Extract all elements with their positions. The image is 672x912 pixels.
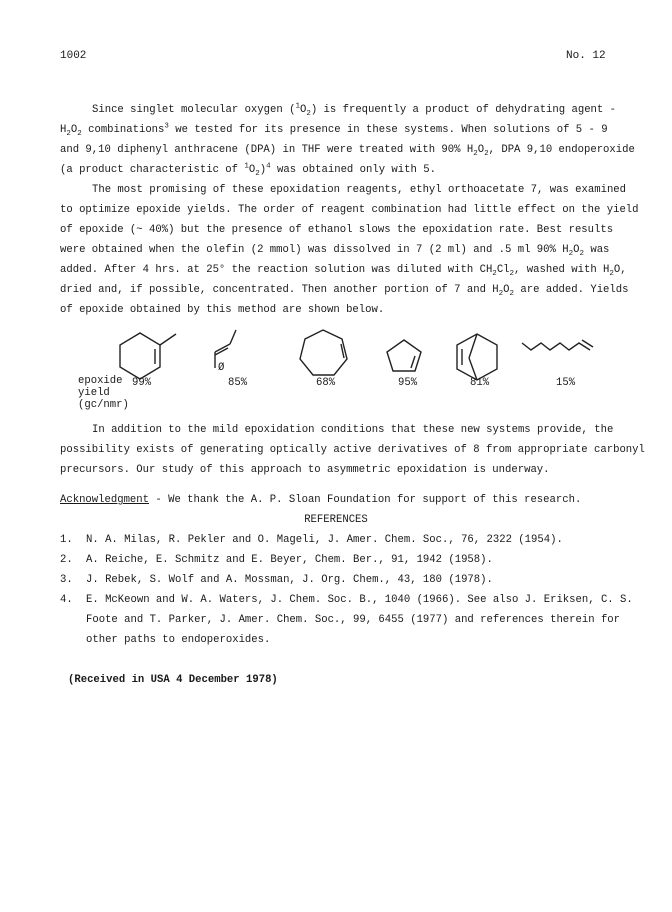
- cycloheptene-structure: [300, 330, 347, 375]
- ref-3-number: 3.: [60, 574, 73, 586]
- ref-3-text: J. Rebek, S. Wolf and A. Mossman, J. Org. Chem., 43, 180 (1978).: [86, 574, 493, 586]
- cyclopentene-structure: [387, 340, 421, 371]
- references-heading: REFERENCES: [304, 514, 368, 526]
- octene-structure: [522, 340, 593, 350]
- p2-line-5: added. After 4 hrs. at 25° the reaction solution was diluted with $CH_2Cl_2$, washed with $H_2O$,: [60, 264, 627, 279]
- issue-number: No. 12: [566, 50, 606, 62]
- received-date: (Received in USA 4 December 1978): [68, 674, 278, 686]
- p3-line-1: In addition to the mild epoxidation conditions that these new systems provide, the: [92, 424, 614, 436]
- ref-4-text-line-1: E. McKeown and W. A. Waters, J. Chem. Soc. B., 1040 (1966). See also J. Eriksen, C. S.: [86, 594, 633, 606]
- yield-norbornene: 81%: [470, 377, 490, 389]
- ref-1-number: 1.: [60, 534, 73, 546]
- p2-line-7: of epoxide obtained by this method are shown below.: [60, 304, 385, 316]
- yield-methylcyclohexene: 99%: [132, 377, 152, 389]
- p2-line-3: of epoxide (~ 40%) but the presence of ethanol slows the epoxidation rate. Best results: [60, 224, 614, 236]
- p1-line-4: (a product characteristic of $^1O_2)^4$ was obtained only with 5.: [60, 162, 436, 179]
- page-number: 1002: [60, 50, 87, 62]
- p1-line-2: $H_2O_2$ combinations$^3$ we tested for its presence in these systems. When solutions of 5 - 9: [60, 122, 608, 139]
- acknowledgment-label: Acknowledgment: [60, 494, 150, 506]
- yield-octene: 15%: [556, 377, 576, 389]
- ref-2-number: 2.: [60, 554, 73, 566]
- ref-4-text-line-3: other paths to endoperoxides.: [86, 634, 271, 646]
- yield-methylstyrene: 85%: [228, 377, 248, 389]
- phenyl-symbol: Ø: [218, 362, 225, 374]
- p2-line-1: The most promising of these epoxidation reagents, ethyl orthoacetate 7, was examined: [92, 184, 627, 196]
- yield-cyclopentene: 95%: [398, 377, 418, 389]
- ref-2-text: A. Reiche, E. Schmitz and E. Beyer, Chem. Ber., 91, 1942 (1958).: [86, 554, 493, 566]
- ref-4-text-line-2: Foote and T. Parker, J. Amer. Chem. Soc., 99, 6455 (1977) and references therein for: [86, 614, 621, 626]
- epoxide-yield-label: epoxide yield (gc/nmr): [78, 375, 129, 411]
- p1-line-1: Since singlet molecular oxygen $(^1O_2)$ is frequently a product of dehydrating agent -: [92, 102, 616, 119]
- p2-line-6: dried and, if possible, concentrated. Then another portion of 7 and $H_2O_2$ are added. Yields: [60, 284, 629, 299]
- p1-line-3: and 9,10 diphenyl anthracene (DPA) in THF were treated with 90% $H_2O_2$, DPA 9,10 endoperoxide: [60, 144, 635, 159]
- acknowledgment: Acknowledgment - We thank the A. P. Sloan Foundation for support of this research.: [60, 494, 582, 506]
- yield-cycloheptene: 68%: [316, 377, 336, 389]
- p3-line-2: possibility exists of generating optically active derivatives of 8 from appropriate carbonyl: [60, 444, 645, 456]
- p2-line-4: were obtained when the olefin (2 mmol) was dissolved in 7 (2 ml) and .5 ml 90% $H_2O_2$ was: [60, 244, 610, 259]
- p3-line-3: precursors. Our study of this approach to asymmetric epoxidation is underway.: [60, 464, 550, 476]
- ref-4-number: 4.: [60, 594, 73, 606]
- norbornene-structure: [457, 334, 497, 380]
- p2-line-2: to optimize epoxide yields. The order of reagent combination had little effect on the yield: [60, 204, 639, 216]
- methylcyclohexene-structure: [120, 333, 176, 379]
- ref-1-text: N. A. Milas, R. Pekler and O. Mageli, J. Amer. Chem. Soc., 76, 2322 (1954).: [86, 534, 563, 546]
